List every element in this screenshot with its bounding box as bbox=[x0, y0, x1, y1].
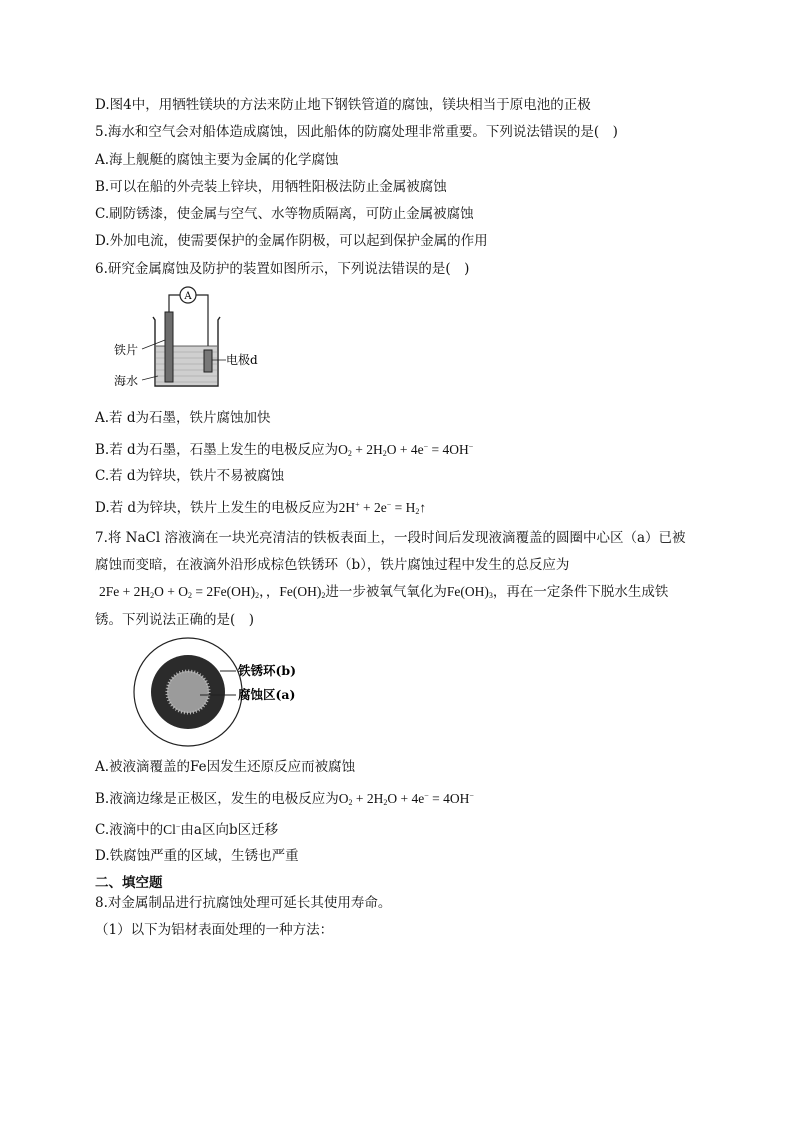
section-heading: 二、填空题 bbox=[95, 875, 163, 891]
q7-figure-droplet bbox=[130, 633, 330, 751]
q6-option-a: A.若 d为石墨，铁片腐蚀加快 bbox=[95, 410, 271, 426]
ammeter-label: A bbox=[184, 291, 192, 302]
droplet-diagram bbox=[130, 633, 330, 751]
q5-option-d: D.外加电流，使需要保护的金属作阴极，可以起到保护金属的作用 bbox=[95, 233, 488, 249]
label-seawater: 海水 bbox=[114, 374, 139, 388]
q5-option-a: A.海上舰艇的腐蚀主要为金属的化学腐蚀 bbox=[95, 152, 339, 168]
q6-option-b bbox=[95, 437, 473, 464]
q6-figure-beaker bbox=[108, 282, 278, 394]
q6-option-d bbox=[95, 495, 426, 522]
q7-equation-line: $2Fe + 2H_2O + O_2 = 2Fe(OH)_2$，，$Fe(OH)_2$进一步被氧气氧化为$Fe(OH)_3$，再在一定条件下脱水生成铁 bbox=[99, 584, 669, 600]
label-iron: 铁片 bbox=[114, 343, 139, 357]
q8-stem: 8.对金属制品进行抗腐蚀处理可延长其使用寿命。 bbox=[95, 895, 392, 911]
q7-stem-line2: 腐蚀而变暗，在液滴外沿形成棕色铁锈环（b），铁片腐蚀过程中发生的总反应为 bbox=[95, 557, 570, 573]
q7-option-d: D.铁腐蚀严重的区域，生锈也严重 bbox=[95, 848, 299, 864]
beaker-diagram bbox=[108, 282, 278, 394]
q8-subquestion-1: （1）以下为铝材表面处理的一种方法： bbox=[95, 922, 334, 938]
q6-option-c: C.若 d为锌块，铁片不易被腐蚀 bbox=[95, 468, 285, 484]
q6-option-d-equation: $2H^+ + 2e^- = H_2↑$ bbox=[338, 500, 427, 516]
label-rust-ring: 铁锈环(b) bbox=[238, 663, 297, 678]
wire-right bbox=[196, 295, 208, 354]
iron-plate bbox=[165, 312, 173, 382]
q4-option-d: D.图4中，用牺牲镁块的方法来防止地下钢铁管道的腐蚀，镁块相当于原电池的正极 bbox=[95, 97, 591, 113]
q5-option-c: C.刷防锈漆，使金属与空气、水等物质隔离，可防止金属被腐蚀 bbox=[95, 206, 474, 222]
label-corrosion-zone: 腐蚀区(a) bbox=[238, 687, 296, 702]
q7-stem-line4: 锈。下列说法正确的是( ) bbox=[95, 612, 255, 628]
q5-stem: 5.海水和空气会对船体造成腐蚀，因此船体的防腐处理非常重要。下列说法错误的是( ) bbox=[95, 124, 618, 140]
electrode-d bbox=[204, 350, 212, 372]
q6-stem: 6.研究金属腐蚀及防护的装置如图所示，下列说法错误的是( ) bbox=[95, 261, 470, 277]
q6-option-b-equation: $O_2 + 2H_2O + 4e^- = 4OH^-$ bbox=[338, 442, 474, 458]
q7-option-b-text: B.液滴边缘是正极区，发生的电极反应为 bbox=[95, 791, 339, 807]
q7-option-c: C.液滴中的Cl−由a区向b区迁移 bbox=[95, 822, 279, 838]
q5-option-b: B.可以在船的外壳装上锌块，用牺牲阳极法防止金属被腐蚀 bbox=[95, 179, 447, 195]
q6-option-b-text: B.若 d为石墨，石墨上发生的电极反应为 bbox=[95, 442, 339, 458]
q6-option-d-text: D.若 d为锌块，铁片上发生的电极反应为 bbox=[95, 500, 339, 516]
q7-option-b bbox=[95, 786, 474, 813]
q7-stem-line1: 7.将 NaCl 溶液滴在一块光亮清洁的铁板表面上，一段时间后发现液滴覆盖的圆圈中心区（a）已被 bbox=[95, 530, 686, 546]
label-electrode: 电极d bbox=[226, 353, 258, 367]
q7-option-b-equation: $O_2 + 2H_2O + 4e^- = 4OH^-$ bbox=[338, 791, 474, 807]
q7-option-a: A.被液滴覆盖的Fe因发生还原反应而被腐蚀 bbox=[95, 759, 356, 775]
